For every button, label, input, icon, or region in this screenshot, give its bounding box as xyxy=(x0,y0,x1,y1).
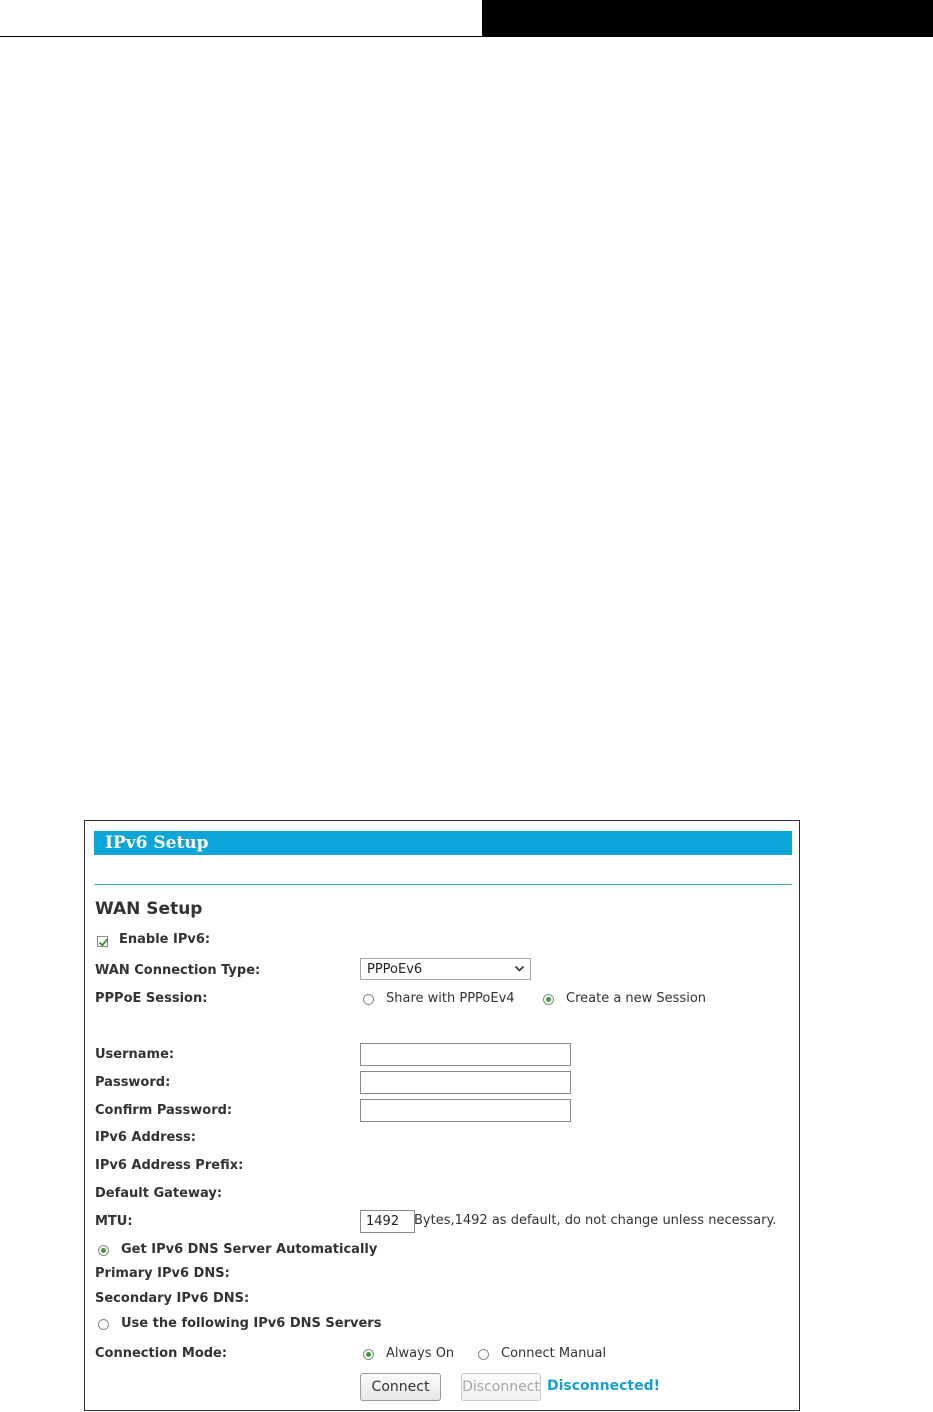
confirm-password-input[interactable] xyxy=(360,1099,571,1122)
dns-manual-radio[interactable] xyxy=(98,1319,109,1330)
confirm-password-label: Confirm Password: xyxy=(95,1103,233,1118)
wan-connection-type-select[interactable] xyxy=(360,958,531,980)
ipv6-address-prefix-label: IPv6 Address Prefix: xyxy=(95,1158,244,1173)
always-on-label: Always On xyxy=(386,1346,455,1361)
connection-status: Disconnected! xyxy=(547,1378,660,1394)
always-on-radio[interactable] xyxy=(363,1349,374,1360)
pppoe-new-session-radio[interactable] xyxy=(543,994,554,1005)
ipv6-setup-panel xyxy=(84,820,800,1411)
mtu-hint: Bytes,1492 as default, do not change unless necessary. xyxy=(414,1213,777,1228)
connection-mode-label: Connection Mode: xyxy=(95,1346,228,1361)
username-input[interactable] xyxy=(360,1043,571,1066)
dns-auto-label: Get IPv6 DNS Server Automatically xyxy=(121,1242,378,1257)
connect-manual-radio[interactable] xyxy=(478,1349,489,1360)
password-input[interactable] xyxy=(360,1071,571,1094)
password-label: Password: xyxy=(95,1075,171,1090)
wan-connection-type-label: WAN Connection Type: xyxy=(95,963,261,978)
disconnect-button[interactable]: Disconnect xyxy=(461,1373,541,1401)
default-gateway-label: Default Gateway: xyxy=(95,1186,223,1201)
mtu-label: MTU: xyxy=(95,1214,133,1229)
pppoe-share-label: Share with PPPoEv4 xyxy=(386,991,515,1006)
panel-title: IPv6 Setup xyxy=(105,833,209,853)
connect-manual-label: Connect Manual xyxy=(501,1346,607,1361)
primary-dns-label: Primary IPv6 DNS: xyxy=(95,1266,230,1281)
wan-connection-type-value: PPPoEv6 xyxy=(367,962,423,977)
dns-auto-radio[interactable] xyxy=(98,1245,109,1256)
chevron-down-icon xyxy=(514,963,525,974)
ipv6-address-label: IPv6 Address: xyxy=(95,1130,196,1145)
mtu-input[interactable] xyxy=(360,1210,415,1233)
pppoe-share-radio[interactable] xyxy=(363,994,374,1005)
header-black-bar xyxy=(482,0,933,37)
secondary-dns-label: Secondary IPv6 DNS: xyxy=(95,1291,250,1306)
enable-ipv6-label: Enable IPv6: xyxy=(119,932,211,947)
pppoe-session-label: PPPoE Session: xyxy=(95,991,208,1006)
section-title: WAN Setup xyxy=(95,899,203,919)
enable-ipv6-checkbox[interactable] xyxy=(97,936,108,947)
connect-button[interactable]: Connect xyxy=(360,1373,441,1401)
username-label: Username: xyxy=(95,1047,175,1062)
header-rule xyxy=(0,36,482,37)
panel-title-bar xyxy=(94,831,792,855)
pppoe-new-session-label: Create a new Session xyxy=(566,991,707,1006)
dns-manual-label: Use the following IPv6 DNS Servers xyxy=(121,1316,382,1331)
title-divider xyxy=(94,884,792,885)
